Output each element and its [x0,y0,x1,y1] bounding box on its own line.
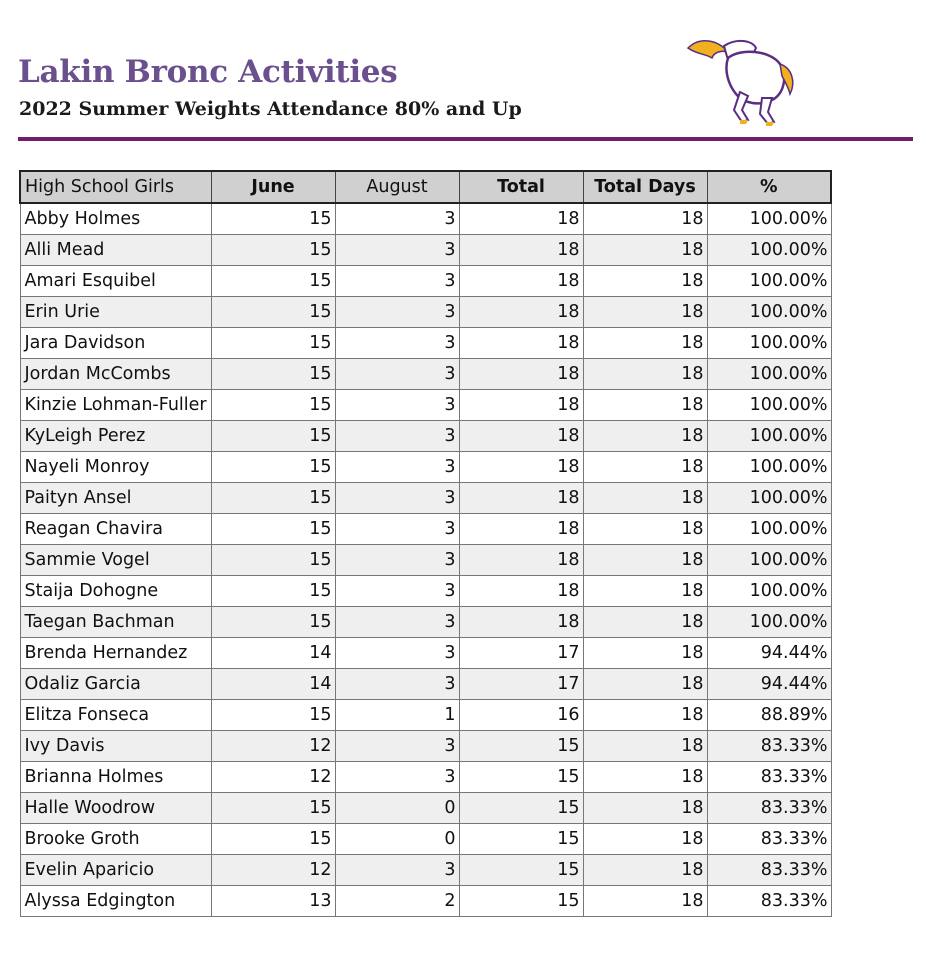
table-row [20,669,831,700]
logo-back-leg [760,98,774,124]
total-days: 18 [583,886,707,917]
total-days: 18 [583,793,707,824]
table-row [20,700,831,731]
june-count: 15 [211,793,335,824]
attendance-percent: 100.00% [707,452,831,483]
attendance-percent: 83.33% [707,731,831,762]
total-count: 15 [459,793,583,824]
august-count: 3 [335,421,459,452]
table-row [20,452,831,483]
student-name: Brooke Groth [20,824,211,855]
total-days: 18 [583,390,707,421]
june-count: 15 [211,452,335,483]
student-name: Brianna Holmes [20,762,211,793]
header-divider [18,137,913,141]
august-count: 2 [335,886,459,917]
august-count: 3 [335,669,459,700]
total-days: 18 [583,514,707,545]
attendance-percent: 83.33% [707,824,831,855]
col-header-name: High School Girls [20,171,211,203]
total-days: 18 [583,669,707,700]
june-count: 12 [211,731,335,762]
total-count: 18 [459,421,583,452]
total-days: 18 [583,452,707,483]
total-count: 15 [459,731,583,762]
student-name: Reagan Chavira [20,514,211,545]
table-row [20,390,831,421]
table-row [20,483,831,514]
student-name: Paityn Ansel [20,483,211,514]
august-count: 3 [335,638,459,669]
document-subtitle: 2022 Summer Weights Attendance 80% and Up [19,98,522,120]
total-count: 17 [459,669,583,700]
june-count: 15 [211,514,335,545]
attendance-percent: 94.44% [707,669,831,700]
june-count: 14 [211,638,335,669]
table-row [20,607,831,638]
student-name: Nayeli Monroy [20,452,211,483]
total-count: 18 [459,203,583,235]
june-count: 15 [211,390,335,421]
attendance-table [19,170,832,917]
student-name: Sammie Vogel [20,545,211,576]
total-count: 18 [459,328,583,359]
total-count: 16 [459,700,583,731]
table-row [20,297,831,328]
august-count: 3 [335,483,459,514]
attendance-percent: 100.00% [707,607,831,638]
table-row [20,266,831,297]
student-name: Brenda Hernandez [20,638,211,669]
june-count: 15 [211,545,335,576]
logo-hoof [766,122,774,126]
total-days: 18 [583,824,707,855]
table-body [20,203,831,917]
col-header-total: Total [459,171,583,203]
june-count: 15 [211,359,335,390]
august-count: 3 [335,203,459,235]
student-name: Kinzie Lohman-Fuller [20,390,211,421]
june-count: 12 [211,855,335,886]
student-name: Alyssa Edgington [20,886,211,917]
june-count: 15 [211,235,335,266]
col-header-percent: % [707,171,831,203]
student-name: Staija Dohogne [20,576,211,607]
total-count: 18 [459,576,583,607]
august-count: 3 [335,452,459,483]
august-count: 3 [335,545,459,576]
total-days: 18 [583,421,707,452]
student-name: Abby Holmes [20,203,211,235]
bronco-mascot-logo [684,34,800,126]
attendance-percent: 100.00% [707,297,831,328]
table-row [20,359,831,390]
total-days: 18 [583,266,707,297]
total-count: 18 [459,514,583,545]
total-count: 15 [459,824,583,855]
student-name: Erin Urie [20,297,211,328]
student-name: Halle Woodrow [20,793,211,824]
total-days: 18 [583,855,707,886]
attendance-percent: 100.00% [707,359,831,390]
august-count: 3 [335,514,459,545]
table-row [20,855,831,886]
student-name: KyLeigh Perez [20,421,211,452]
august-count: 3 [335,266,459,297]
total-count: 18 [459,359,583,390]
total-count: 15 [459,855,583,886]
august-count: 3 [335,328,459,359]
total-days: 18 [583,607,707,638]
attendance-percent: 83.33% [707,762,831,793]
table-row [20,545,831,576]
total-count: 18 [459,266,583,297]
logo-front-leg [734,92,748,122]
attendance-percent: 83.33% [707,855,831,886]
june-count: 15 [211,328,335,359]
june-count: 15 [211,576,335,607]
total-days: 18 [583,700,707,731]
table-row [20,638,831,669]
total-count: 18 [459,297,583,328]
attendance-percent: 100.00% [707,235,831,266]
total-days: 18 [583,731,707,762]
student-name: Alli Mead [20,235,211,266]
total-days: 18 [583,297,707,328]
attendance-percent: 100.00% [707,545,831,576]
total-count: 18 [459,545,583,576]
august-count: 3 [335,576,459,607]
col-header-june: June [211,171,335,203]
attendance-percent: 88.89% [707,700,831,731]
june-count: 15 [211,297,335,328]
june-count: 15 [211,266,335,297]
table-row [20,886,831,917]
total-count: 18 [459,452,583,483]
total-count: 18 [459,390,583,421]
attendance-percent: 100.00% [707,483,831,514]
student-name: Jara Davidson [20,328,211,359]
june-count: 14 [211,669,335,700]
total-days: 18 [583,328,707,359]
student-name: Odaliz Garcia [20,669,211,700]
attendance-percent: 100.00% [707,576,831,607]
august-count: 3 [335,297,459,328]
attendance-percent: 100.00% [707,328,831,359]
august-count: 3 [335,359,459,390]
june-count: 15 [211,203,335,235]
august-count: 3 [335,607,459,638]
august-count: 3 [335,390,459,421]
total-days: 18 [583,762,707,793]
attendance-percent: 100.00% [707,266,831,297]
total-days: 18 [583,576,707,607]
student-name: Amari Esquibel [20,266,211,297]
col-header-august: August [335,171,459,203]
table-row [20,203,831,235]
june-count: 13 [211,886,335,917]
table-row [20,514,831,545]
logo-body [726,52,784,104]
june-count: 15 [211,421,335,452]
table-row [20,421,831,452]
table-row [20,576,831,607]
june-count: 15 [211,607,335,638]
total-days: 18 [583,545,707,576]
total-count: 15 [459,886,583,917]
august-count: 3 [335,235,459,266]
table-row [20,824,831,855]
attendance-percent: 83.33% [707,793,831,824]
table-header-row [20,171,831,203]
table-row [20,793,831,824]
august-count: 0 [335,824,459,855]
total-days: 18 [583,203,707,235]
june-count: 12 [211,762,335,793]
total-days: 18 [583,235,707,266]
table-row [20,731,831,762]
june-count: 15 [211,824,335,855]
table-row [20,328,831,359]
page-title: Lakin Bronc Activities [18,54,398,90]
student-name: Taegan Bachman [20,607,211,638]
august-count: 3 [335,762,459,793]
august-count: 0 [335,793,459,824]
total-days: 18 [583,359,707,390]
august-count: 3 [335,855,459,886]
total-count: 18 [459,483,583,514]
total-days: 18 [583,483,707,514]
total-count: 18 [459,235,583,266]
attendance-percent: 83.33% [707,886,831,917]
attendance-percent: 100.00% [707,514,831,545]
june-count: 15 [211,483,335,514]
attendance-percent: 100.00% [707,203,831,235]
table-row [20,762,831,793]
total-days: 18 [583,638,707,669]
august-count: 1 [335,700,459,731]
attendance-percent: 100.00% [707,421,831,452]
table-row [20,235,831,266]
august-count: 3 [335,731,459,762]
col-header-total-days: Total Days [583,171,707,203]
total-count: 15 [459,762,583,793]
total-count: 17 [459,638,583,669]
total-count: 18 [459,607,583,638]
logo-hoof [740,120,748,124]
student-name: Ivy Davis [20,731,211,762]
attendance-percent: 94.44% [707,638,831,669]
logo-mane [688,41,728,58]
june-count: 15 [211,700,335,731]
student-name: Evelin Aparicio [20,855,211,886]
attendance-percent: 100.00% [707,390,831,421]
student-name: Jordan McCombs [20,359,211,390]
student-name: Elitza Fonseca [20,700,211,731]
